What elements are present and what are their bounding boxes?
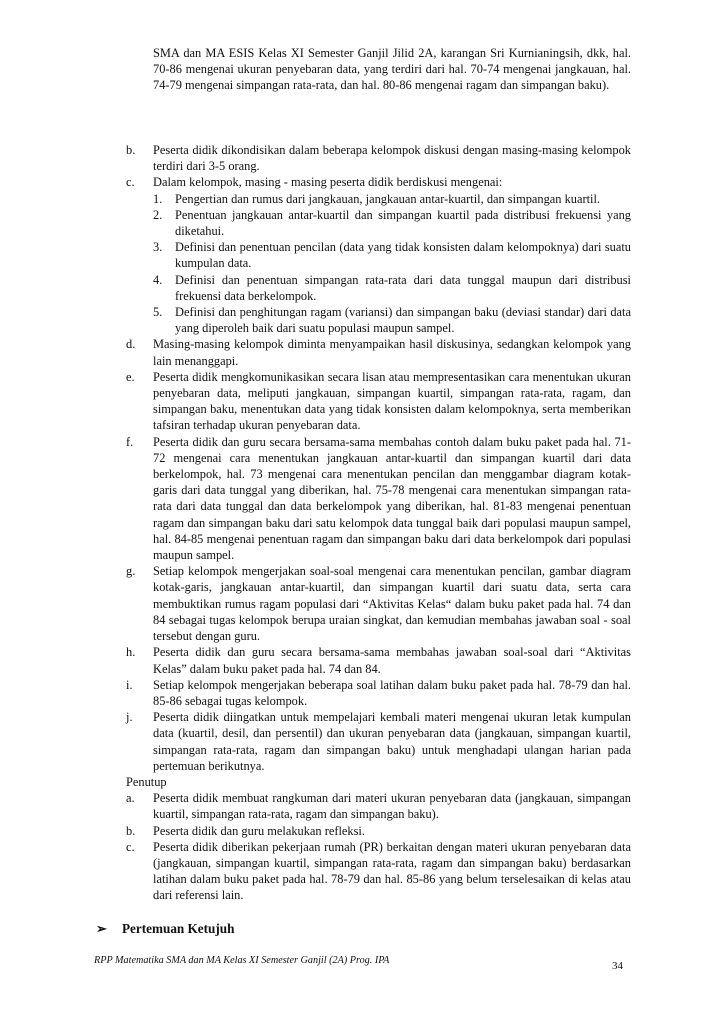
arrow-bullet-icon: ➢	[96, 921, 107, 936]
list-item: i. Setiap kelompok mengerjakan beberapa soal latihan dalam buku paket pada hal. 78-79 dan hal. 85-86 sebagai tugas kelompok.	[126, 677, 631, 708]
list-item: j. Peserta didik diingatkan untuk mempelajari kembali materi mengenai ukuran letak kumpulan data (kuartil, desil, dan persentil) dan ukuran penyebaran data (jangkauan, simpangan kuartil, simpangan rata-rata, ragam dan simpangan baku) untuk menghadapi ulangan harian pada pertemuan berikutnya.	[126, 710, 631, 773]
list-item: b. Peserta didik dan guru melakukan refleksi.	[126, 823, 365, 838]
sub-list-item: 5. Definisi dan penghitungan ragam (variansi) dan simpangan baku (deviasi standar) dari data yang diperoleh baik dari suatu populasi maupun sampel.	[153, 305, 631, 336]
list-item: c. Peserta didik diberikan pekerjaan rumah (PR) berkaitan dengan materi ukuran penyebaran data (jangkauan, simpangan kuartil, simpangan rata-rata, ragam dan simpangan baku) berdasarkan latihan dalam buku paket pada hal. 78-79 dan hal. 85-86 yang belum terselesaikan di kelas atau dari referensi lain.	[126, 839, 631, 903]
list-item: d. Masing-masing kelompok diminta menyampaikan hasil diskusinya, sedangkan kelompok yang lain menanggapi.	[126, 337, 631, 368]
sub-list-item: 1. Pengertian dan rumus dari jangkauan, jangkauan antar-kuartil, dan simpangan kuartil.	[153, 191, 601, 206]
page-number: 34	[612, 960, 623, 972]
list-b-c	[126, 142, 631, 904]
sub-list-item: 4. Definisi dan penentuan simpangan rata-rata dari data tunggal maupun dari distribusi frekuensi data berkelompok.	[153, 272, 631, 303]
penutup-heading: Penutup	[126, 774, 167, 789]
sub-list-item: 2. Penentuan jangkauan antar-kuartil dan simpangan kuartil pada distribusi frekuensi yang diketahui.	[153, 207, 631, 239]
section-heading	[96, 921, 234, 937]
list-item: h. Peserta didik dan guru secara bersama-sama membahas jawaban soal-soal dari “Aktivitas Kelas” dalam buku paket pada hal. 74 dan 84.	[126, 645, 631, 676]
footer-text: RPP Matematika SMA dan MA Kelas XI Semester Ganjil (2A) Prog. IPA	[94, 955, 390, 966]
sub-list-item: 3. Definisi dan penentuan pencilan (data yang tidak konsisten dalam kelompoknya) dari suatu kumpulan data.	[153, 240, 631, 271]
list-item: c. Dalam kelompok, masing - masing peserta didik berdiskusi mengenai:	[126, 175, 503, 190]
list-item: b. Peserta didik dikondisikan dalam beberapa kelompok diskusi dengan masing-masing kelompok terdiri dari 3-5 orang.	[126, 143, 631, 174]
section-title: Pertemuan Ketujuh	[122, 921, 235, 936]
list-item: e. Peserta didik mengkomunikasikan secara lisan atau mempresentasikan cara menentukan ukuran penyebaran data, meliputi jangkauan, simpangan kuartil, simpangan rata-rata, ragam, dan simpangan baku, menentukan data yang tidak konsisten dalam kelompoknya, serta memberikan tafsiran terhadap ukuran penyebaran data.	[126, 369, 631, 433]
list-item: a. Peserta didik membuat rangkuman dari materi ukuran penyebaran data (jangkauan, simpangan kuartil, simpangan rata-rata, ragam dan simpangan baku).	[126, 791, 631, 822]
list-item: f. Peserta didik dan guru secara bersama-sama membahas contoh dalam buku paket pada hal. 71-72 mengenai cara menentukan jangkauan antar-kuartil dan simpangan kuartil dari data berkelompok, hal. 73 mengenai cara menentukan pencilan dan menggambar diagram kotak-garis dari data tunggal yang diberikan, hal. 75-78 mengenai cara menentukan simpangan rata-rata dari data tunggal dan data berkelompok yang diberikan, hal. 81-83 mengenai penentuan ragam dan simpangan baku dari satu kelompok data tunggal baik dari populasi maupun sampel, hal. 84-85 mengenai penentuan ragam dan simpangan baku dari data berkelompok dari populasi maupun sampel.	[126, 434, 631, 563]
intro-paragraph: SMA dan MA ESIS Kelas XI Semester Ganjil Jilid 2A, karangan Sri Kurnianingsih, dkk, hal. 70-86 mengenai ukuran penyebaran data, yang terdiri dari hal. 70-74 mengenai jangkauan, hal. 74-79 mengenai simpangan rata-rata, dan hal. 80-86 mengenai ragam dan simpangan baku).	[153, 46, 631, 93]
list-item: g. Setiap kelompok mengerjakan soal-soal mengenai cara menentukan pencilan, gambar diagram kotak-garis, jangkauan antar-kuartil, dan simpangan kuartil dari suatu data, serta cara membuktikan rumus ragam populasi dari “Aktivitas Kelas“ dalam buku paket pada hal. 74 dan 84 sebagai tugas kelompok berupa uraian singkat, dan kemudian membahas jawaban soal - soal tersebut dengan guru.	[126, 564, 631, 644]
